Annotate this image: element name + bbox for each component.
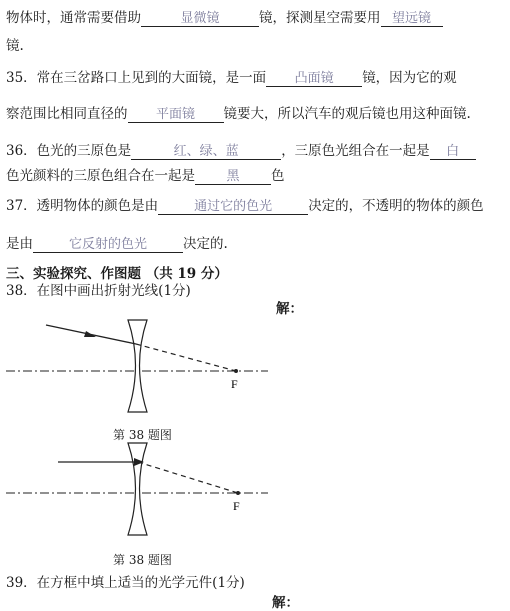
section-3-heading: 三、实验探究、作图题 （共 19 分） bbox=[6, 266, 228, 282]
q39-question: 39．在方框中填上适当的光学元件(1分) bbox=[6, 575, 245, 591]
q36-line2 bbox=[6, 164, 504, 185]
figure-1-caption: 第 38 题图 bbox=[113, 428, 172, 442]
q38-question: 38．在图中画出折射光线(1分) bbox=[6, 283, 191, 299]
q36-answer-blank-2: 白 bbox=[430, 144, 476, 160]
q36-line2-prefix: 色光颜料的三原色组合在一起是 bbox=[6, 168, 195, 184]
q36-line2-suffix: 色 bbox=[271, 168, 285, 184]
incident-ray-arrow bbox=[84, 331, 96, 337]
q38-solution-label: 解： bbox=[276, 301, 303, 317]
q37-line2-suffix: 决定的. bbox=[183, 236, 228, 252]
q34-prefix: 物体时，通常需要借助 bbox=[6, 10, 141, 26]
q37-prefix: 37．透明物体的颜色是由 bbox=[6, 198, 159, 214]
q34-answer-blank-2: 望远镜 bbox=[381, 11, 443, 27]
figure-2-caption: 第 38 题图 bbox=[113, 553, 172, 567]
q38-figure-2 bbox=[0, 440, 510, 550]
q34-middle: 镜，探测星空需要用 bbox=[259, 10, 381, 26]
q37-line2-prefix: 是由 bbox=[6, 236, 33, 252]
q36-answer-blank-3: 黑 bbox=[195, 169, 271, 185]
focus-point bbox=[234, 369, 238, 373]
q37-middle: 决定的，不透明的物体的颜色 bbox=[308, 198, 484, 214]
q37-line2 bbox=[6, 232, 504, 253]
q36-line1 bbox=[6, 139, 504, 160]
q35-answer-blank-2: 平面镜 bbox=[128, 107, 224, 123]
q39-solution-label: 解： bbox=[272, 595, 299, 611]
q34-line1 bbox=[6, 6, 504, 27]
q38-figure-1 bbox=[0, 315, 510, 425]
q35-line2-suffix: 镜要大，所以汽车的观后镜也用这种面镜. bbox=[223, 106, 471, 122]
q36-answer-blank-1: 红、绿、蓝 bbox=[131, 144, 281, 160]
q37-answer-blank-1: 通过它的色光 bbox=[158, 199, 308, 215]
focus-label: F bbox=[231, 377, 238, 391]
q36-middle: ，三原色光组合在一起是 bbox=[281, 143, 430, 159]
ray-extension bbox=[136, 344, 236, 371]
q34-line2 bbox=[6, 34, 504, 54]
q35-answer-blank-1: 凸面镜 bbox=[266, 71, 362, 87]
q35-prefix: 35．常在三岔路口上见到的大面镜，是一面 bbox=[6, 70, 267, 86]
q35-line2 bbox=[6, 102, 504, 123]
q34-answer-blank-1: 显微镜 bbox=[141, 11, 259, 27]
concave-lens bbox=[128, 443, 147, 535]
focus-point bbox=[236, 491, 240, 495]
q35-line1 bbox=[6, 66, 504, 87]
focus-label: F bbox=[233, 499, 240, 513]
concave-lens bbox=[128, 320, 147, 412]
q37-answer-blank-2: 它反射的色光 bbox=[33, 237, 183, 253]
q34-suffix: 镜. bbox=[6, 38, 24, 54]
q37-line1 bbox=[6, 194, 504, 215]
q36-prefix: 36．色光的三原色是 bbox=[6, 143, 132, 159]
q35-middle: 镜，因为它的观 bbox=[362, 70, 457, 86]
ray-extension bbox=[138, 462, 238, 493]
q35-line2-prefix: 察范围比相同直径的 bbox=[6, 106, 128, 122]
